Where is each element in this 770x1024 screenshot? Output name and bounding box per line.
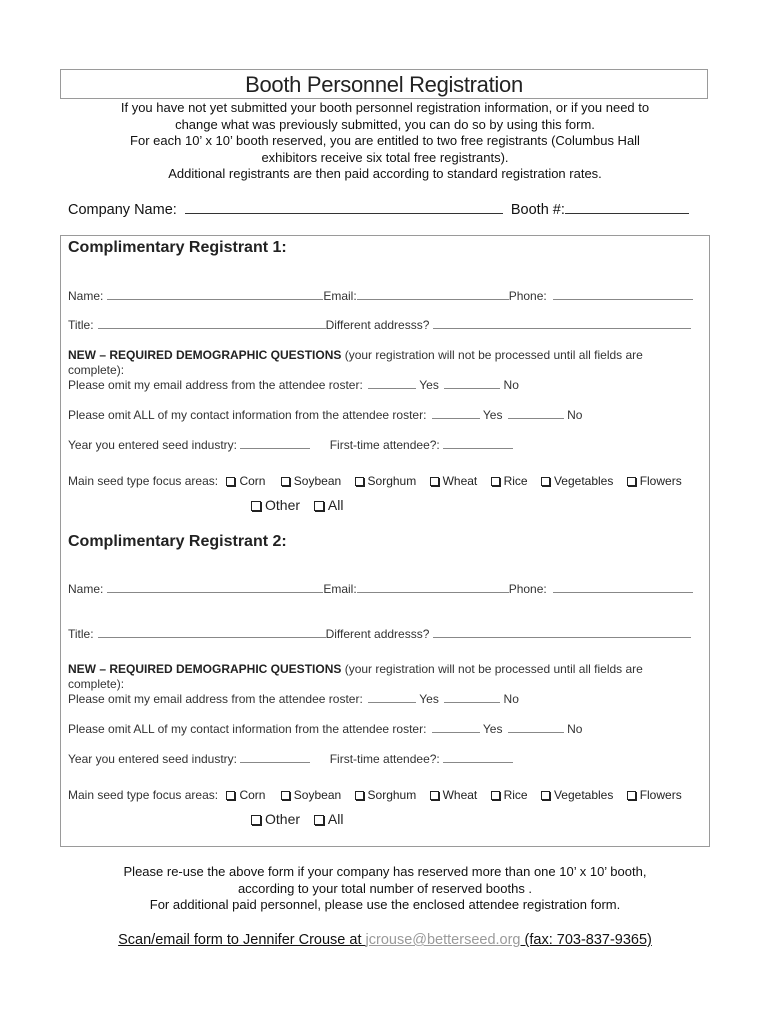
- omit-email-label: Please omit my email address from the attendee roster:: [68, 692, 363, 706]
- option-label: Sorghum: [367, 788, 417, 802]
- title-field[interactable]: [98, 627, 326, 638]
- omit-email-no-field[interactable]: [444, 378, 500, 389]
- email-label: Email:: [323, 582, 357, 596]
- checkbox-icon: [314, 815, 324, 825]
- registrant-2-contact-row: [68, 582, 693, 596]
- option-rice[interactable]: [491, 788, 528, 802]
- year-label: Year you entered seed industry:: [68, 752, 238, 766]
- omit-all-label: Please omit ALL of my contact information from the attendee roster:: [68, 722, 427, 736]
- checkbox-icon: [355, 477, 364, 486]
- option-vegetables[interactable]: [541, 474, 613, 488]
- intro-line: change what was previously submitted, you can do so by using this form.: [175, 116, 595, 132]
- option-rice[interactable]: [491, 474, 528, 488]
- yes-label: Yes: [419, 692, 439, 706]
- registrant-2-omit-all-row: [68, 722, 582, 736]
- no-label: No: [503, 692, 519, 706]
- omit-email-label: Please omit my email address from the attendee roster:: [68, 378, 363, 392]
- option-sorghum[interactable]: [355, 788, 417, 802]
- footer-line: Please re-use the above form if your company has reserved more than one 10’ x 10’ booth,: [123, 864, 647, 879]
- intro-text: [60, 100, 710, 183]
- title-field[interactable]: [98, 318, 326, 329]
- omit-all-no-field[interactable]: [508, 408, 564, 419]
- option-label: Wheat: [442, 788, 478, 802]
- registrant-1-year-row: [68, 438, 513, 452]
- checkbox-icon: [314, 501, 324, 511]
- option-label: Soybean: [293, 788, 342, 802]
- name-label: Name:: [68, 582, 104, 596]
- year-field[interactable]: [240, 438, 310, 449]
- option-flowers[interactable]: [627, 474, 682, 488]
- option-label: Vegetables: [553, 788, 614, 802]
- registrant-1-title-row: [68, 318, 691, 332]
- option-label: Other: [265, 497, 301, 513]
- checkbox-icon: [491, 477, 500, 486]
- name-field[interactable]: [107, 582, 323, 593]
- contact-prefix: Scan/email form to Jennifer Crouse at: [118, 932, 366, 948]
- footer-text: [60, 864, 710, 914]
- option-wheat[interactable]: [430, 788, 478, 802]
- checkbox-icon: [541, 791, 550, 800]
- option-all[interactable]: [314, 497, 344, 513]
- checkbox-icon: [355, 791, 364, 800]
- demographic-note: (your registration will not be processed until all fields are complete):: [68, 662, 643, 691]
- registrant-1-focus-row: [68, 474, 682, 488]
- name-field[interactable]: [107, 289, 323, 300]
- phone-label: Phone:: [508, 289, 547, 303]
- option-label: Corn: [239, 788, 266, 802]
- contact-email-link[interactable]: jcrouse@betterseed.org: [365, 932, 521, 948]
- intro-line: If you have not yet submitted your booth personnel registration information, or if you need to: [120, 100, 650, 115]
- option-vegetables[interactable]: [541, 788, 613, 802]
- footer-line: according to your total number of reserved booths .: [237, 880, 533, 896]
- company-name-field[interactable]: [185, 201, 503, 214]
- option-label: All: [327, 497, 344, 513]
- option-label: Wheat: [442, 474, 478, 488]
- checkbox-icon: [541, 477, 550, 486]
- registrant-1-demographic-note: [68, 348, 698, 378]
- first-time-label: First-time attendee?:: [329, 438, 440, 452]
- option-flowers[interactable]: [627, 788, 682, 802]
- company-row: [68, 201, 708, 218]
- different-address-label: Different addresss?: [325, 627, 430, 641]
- option-label: Rice: [503, 788, 528, 802]
- registrant-2-year-row: [68, 752, 513, 766]
- email-field[interactable]: [357, 289, 509, 300]
- different-address-field[interactable]: [433, 627, 691, 638]
- company-name-label: Company Name:: [68, 202, 177, 218]
- year-field[interactable]: [240, 752, 310, 763]
- different-address-field[interactable]: [433, 318, 691, 329]
- option-soybean[interactable]: [281, 788, 341, 802]
- registrant-2-title-row: [68, 627, 691, 641]
- title-label: Title:: [68, 627, 94, 641]
- registrant-2-omit-email-row: [68, 692, 519, 706]
- option-label: Flowers: [639, 474, 682, 488]
- omit-email-yes-field[interactable]: [368, 378, 416, 389]
- page-title: Booth Personnel Registration: [245, 72, 523, 97]
- omit-all-label: Please omit ALL of my contact information from the attendee roster:: [68, 408, 427, 422]
- checkbox-icon: [226, 477, 235, 486]
- year-label: Year you entered seed industry:: [68, 438, 238, 452]
- registrant-1-heading: Complimentary Registrant 1:: [68, 239, 287, 256]
- omit-all-no-field[interactable]: [508, 722, 564, 733]
- checkbox-icon: [251, 501, 261, 511]
- registrant-2-focus-row-2: [251, 811, 343, 827]
- phone-field[interactable]: [553, 582, 693, 593]
- focus-label: Main seed type focus areas:: [68, 474, 219, 488]
- checkbox-icon: [430, 791, 439, 800]
- registrant-1-omit-email-row: [68, 378, 519, 392]
- option-other[interactable]: [251, 497, 300, 513]
- intro-line: Additional registrants are then paid according to standard registration rates.: [168, 166, 602, 181]
- checkbox-icon: [627, 477, 636, 486]
- intro-line: exhibitors receive six total free registrants).: [261, 149, 509, 165]
- intro-line: For each 10’ x 10’ booth reserved, you are entitled to two free registrants (Columbus Hall: [130, 133, 640, 148]
- option-label: Soybean: [293, 474, 342, 488]
- yes-label: Yes: [482, 408, 503, 422]
- option-label: Other: [265, 811, 301, 827]
- checkbox-icon: [281, 477, 290, 486]
- checkbox-icon: [226, 791, 235, 800]
- first-time-label: First-time attendee?:: [329, 752, 440, 766]
- no-label: No: [567, 408, 583, 422]
- demographic-note: (your registration will not be processed until all fields are complete):: [68, 348, 643, 377]
- registrant-2-focus-row: [68, 788, 682, 802]
- option-corn[interactable]: [226, 474, 265, 488]
- email-label: Email:: [323, 289, 357, 303]
- checkbox-icon: [627, 791, 636, 800]
- checkbox-icon: [430, 477, 439, 486]
- registrant-1-focus-row-2: [251, 497, 343, 513]
- option-wheat[interactable]: [430, 474, 478, 488]
- option-label: Flowers: [639, 788, 682, 802]
- omit-all-yes-field[interactable]: [432, 722, 480, 733]
- option-label: Vegetables: [553, 474, 614, 488]
- option-label: Sorghum: [367, 474, 417, 488]
- registrant-2-demographic-note: [68, 662, 698, 692]
- option-label: Rice: [503, 474, 528, 488]
- demographic-heading: NEW – REQUIRED DEMOGRAPHIC QUESTIONS: [68, 348, 342, 362]
- email-field[interactable]: [357, 582, 509, 593]
- omit-email-no-field[interactable]: [444, 692, 500, 703]
- yes-label: Yes: [482, 722, 503, 736]
- option-all[interactable]: [314, 811, 344, 827]
- title-box: [60, 69, 708, 99]
- option-label: All: [327, 811, 344, 827]
- option-corn[interactable]: [226, 788, 265, 802]
- booth-number-field[interactable]: [565, 201, 689, 214]
- phone-label: Phone:: [508, 582, 547, 596]
- first-time-field[interactable]: [443, 752, 513, 763]
- focus-label: Main seed type focus areas:: [68, 788, 219, 802]
- checkbox-icon: [251, 815, 261, 825]
- footer-line: For additional paid personnel, please use the enclosed attendee registration form.: [149, 897, 621, 912]
- registrant-2-heading: Complimentary Registrant 2:: [68, 533, 287, 550]
- contact-line: [60, 932, 710, 948]
- option-soybean[interactable]: [281, 474, 341, 488]
- title-label: Title:: [68, 318, 94, 332]
- demographic-heading: NEW – REQUIRED DEMOGRAPHIC QUESTIONS: [68, 662, 342, 676]
- booth-label: Booth #:: [510, 202, 565, 218]
- option-label: Corn: [239, 474, 266, 488]
- no-label: No: [503, 378, 519, 392]
- registrant-1-omit-all-row: [68, 408, 582, 422]
- option-sorghum[interactable]: [355, 474, 417, 488]
- name-label: Name:: [68, 289, 104, 303]
- option-other[interactable]: [251, 811, 300, 827]
- yes-label: Yes: [419, 378, 439, 392]
- omit-all-yes-field[interactable]: [432, 408, 480, 419]
- contact-fax: (fax: 703-837-9365): [520, 932, 652, 948]
- different-address-label: Different addresss?: [325, 318, 430, 332]
- omit-email-yes-field[interactable]: [368, 692, 416, 703]
- checkbox-icon: [281, 791, 290, 800]
- phone-field[interactable]: [553, 289, 693, 300]
- no-label: No: [567, 722, 583, 736]
- checkbox-icon: [491, 791, 500, 800]
- first-time-field[interactable]: [443, 438, 513, 449]
- registrant-1-contact-row: [68, 289, 693, 303]
